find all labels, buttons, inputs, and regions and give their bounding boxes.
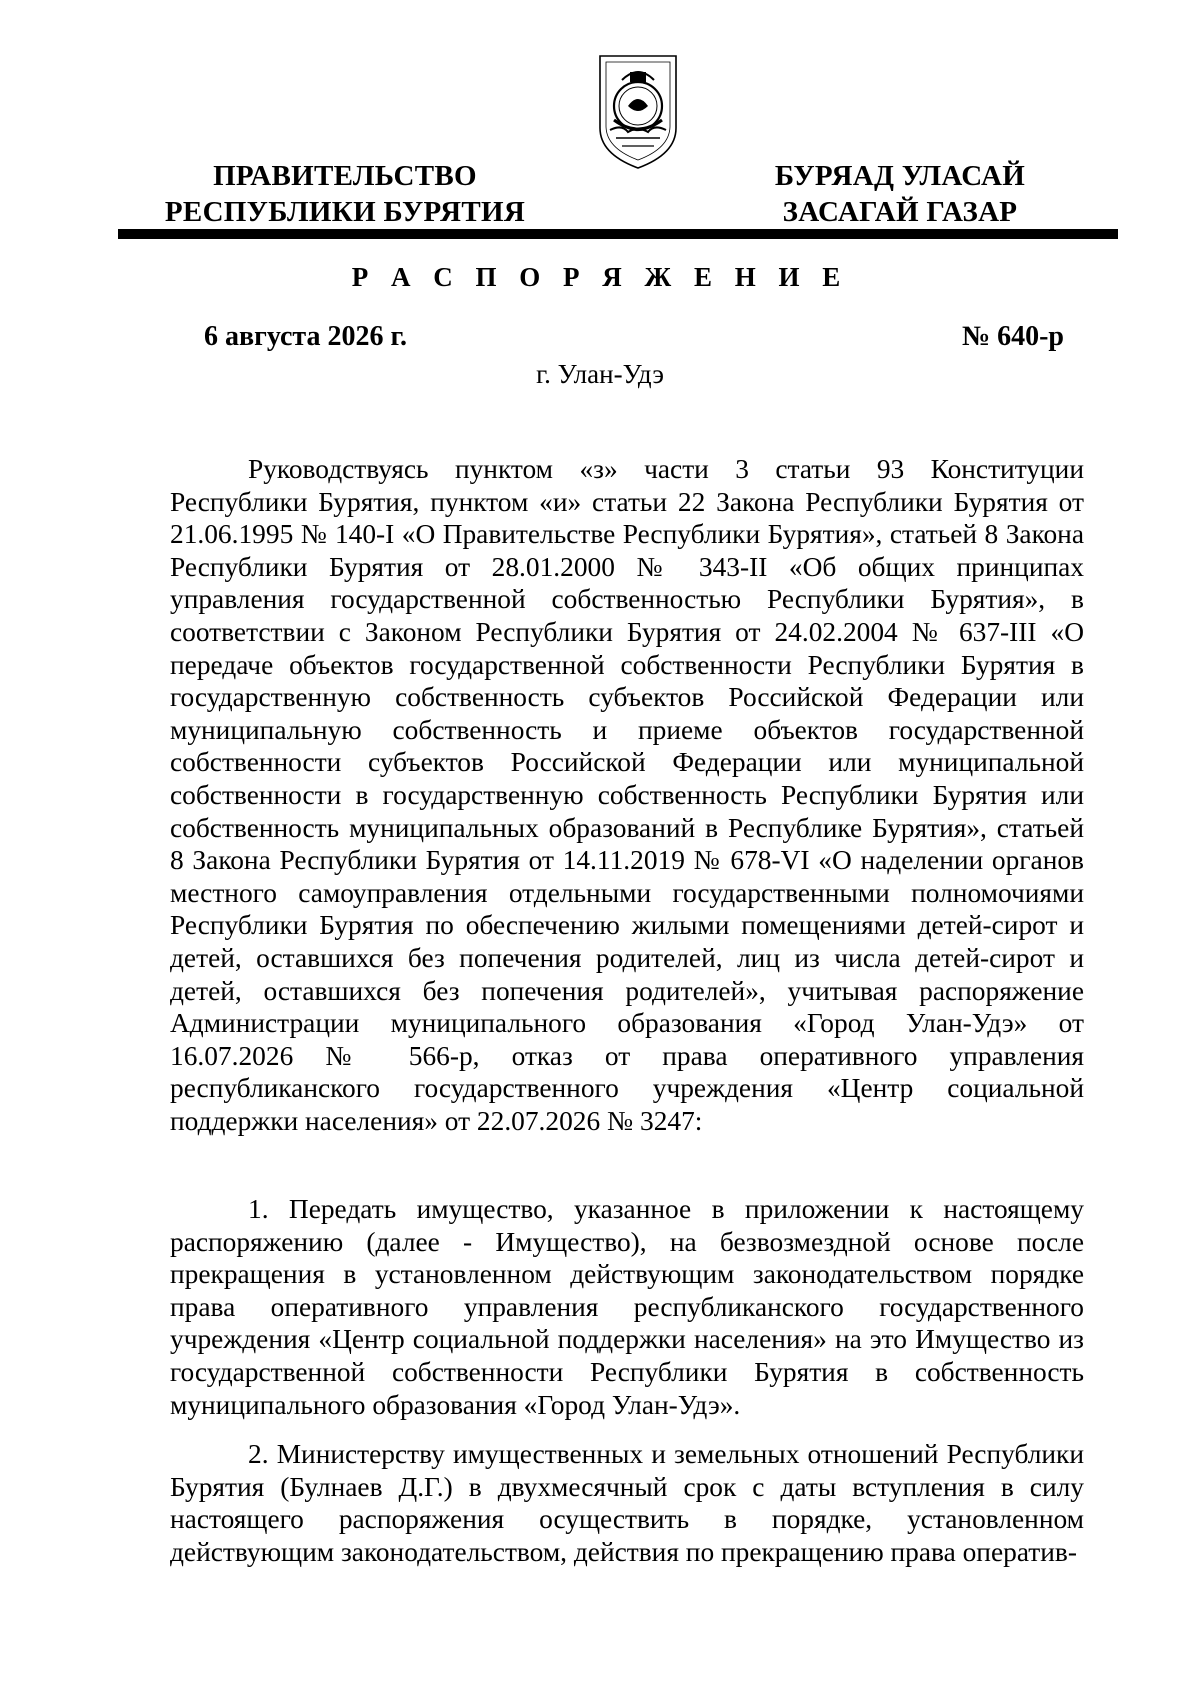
paragraph-text: 1. Передать имущество, указанное в приложении к настоящему распоряжению (далее - Имущество), на безвозмездной основе после прекращения в установленном действующим законодательством порядке права оперативного управления республиканского государственного учреждения «Центр социальной поддержки населения» на это Имущество из государственной собственности Республики Бурятия в собственность муниципального образования «Город Улан-Удэ». [170, 1194, 1084, 1420]
coat-of-arms-emblem [592, 50, 684, 172]
issuer-russian-line2: РЕСПУБЛИКИ БУРЯТИЯ [164, 196, 526, 228]
header-divider [118, 229, 1118, 239]
issuer-buryat-line2: ЗАСАГАЙ ГАЗАР [782, 196, 1018, 228]
issuer-name-russian [160, 158, 530, 230]
clause-1-paragraph [170, 1193, 1084, 1421]
document-type-title: Р А С П О Р Я Ж Е Н И Е [351, 262, 849, 292]
document-date: 6 августа 2026 г. [204, 321, 408, 352]
issuer-russian-line1: ПРАВИТЕЛЬСТВО [213, 160, 477, 192]
document-city: г. Улан-Удэ [536, 359, 664, 389]
document-number: № 640-р [961, 321, 1064, 352]
clause-2-paragraph [170, 1438, 1084, 1568]
issuer-buryat-line1: БУРЯАД УЛАСАЙ [774, 160, 1026, 192]
paragraph-text: Руководствуясь пунктом «з» части 3 статьи 93 Конституции Республики Бурятия, пунктом «и» статьи 22 Закона Республики Бурятия от 21.06.1995 № 140-I «О Правительстве Республики Бурятия», статьей 8 Закона Республики Бурятия от 28.01.2000 № 343-II «Об общих принципах управления государственной собственностью Республики Бурятия», в соответствии с Законом Республики Бурятия от 24.02.2004 № 637-III «О передаче объектов государственной собственности Республики Бурятия в государственную собственность субъектов Российской Федерации или муниципальную собственность и приеме объектов государственной собственности субъектов Российской Федерации или муниципальной собственности в государственную собственность Республики Бурятия или собственность муниципальных образований в Республике Бурятия», статьей 8 Закона Республики Бурятия от 14.11.2019 № 678-VI «О наделении органов местного самоуправления отдельными государственными полномочиями Республики Бурятия по обеспечению жилыми помещениями детей-сирот и детей, оставшихся без попечения родителей, лиц из числа детей-сирот и детей, оставшихся без попечения родителей», учитывая распоряжение Администрации муниципального образования «Город Улан-Удэ» от 16.07.2026 № 566-р, отказ от права оперативного управления республиканского государственного учреждения «Центр социальной поддержки населения» от 22.07.2026 № 3247: [170, 454, 1084, 1136]
preamble-paragraph [170, 453, 1084, 1137]
issuer-name-buryat [770, 158, 1030, 230]
paragraph-text: 2. Министерству имущественных и земельных отношений Республики Бурятия (Булнаев Д.Г.) в двухмесячный срок с даты вступления в силу настоящего распоряжения осуществить в порядке, установленном действующим законодательством, действия по прекращению права оператив- [170, 1439, 1084, 1567]
